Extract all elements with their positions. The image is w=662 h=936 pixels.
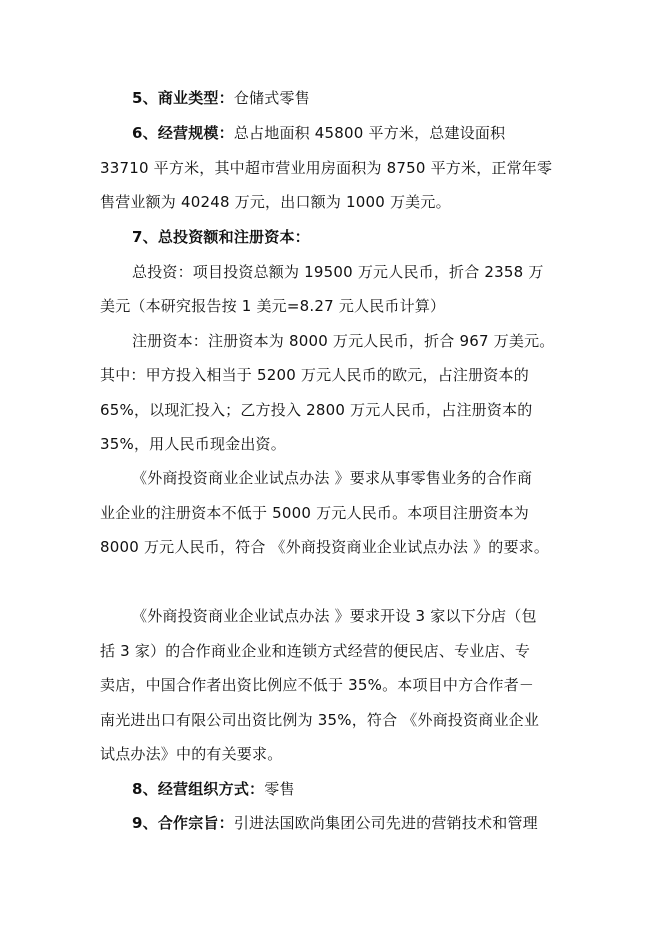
regulation-para-2-line-3: 卖店，中国合作者出资比例应不低于 35%。本项目中方合作者－ (100, 676, 535, 694)
regulation-para-1-line-2: 业企业的注册资本不低于 5000 万元人民币。本项目注册资本为 (100, 504, 529, 522)
regulation-para-1-line-1: 《外商投资商业企业试点办法 》要求从事零售业务的合作商 (132, 469, 533, 487)
item-5-value: 仓储式零售 (233, 89, 310, 107)
item-6-text-1: 总占地面积 45800 平方米，总建设面积 (233, 124, 506, 142)
item-8 (132, 779, 295, 799)
item-5 (132, 88, 310, 108)
regulation-para-2-line-2: 括 3 家）的合作商业企业和连锁方式经营的便民店、专业店、专 (100, 642, 531, 660)
item-8-value: 零售 (264, 780, 295, 798)
total-investment-line-1: 总投资：项目投资总额为 19500 万元人民币，折合 2358 万 (132, 263, 544, 281)
item-6-label: 6、经营规模： (132, 124, 234, 142)
registered-capital-line-4: 35%，用人民币现金出资。 (100, 435, 286, 453)
item-7-label: 7、总投资额和注册资本： (132, 228, 310, 246)
total-investment-line-2: 美元（本研究报告按 1 美元=8.27 元人民币计算） (100, 297, 446, 315)
item-6-line-3: 售营业额为 40248 万元，出口额为 1000 万美元。 (100, 193, 451, 211)
item-8-label: 8、经营组织方式： (132, 780, 265, 798)
regulation-para-1-line-3: 8000 万元人民币，符合 《外商投资商业企业试点办法 》的要求。 (100, 538, 550, 556)
regulation-para-2-line-5: 试点办法》中的有关要求。 (100, 745, 283, 763)
item-9-label: 9、合作宗旨： (132, 814, 234, 832)
item-6-line-1 (132, 123, 505, 143)
item-9 (132, 813, 538, 833)
item-6-line-2: 33710 平方米，其中超市营业用房面积为 8750 平方米，正常年零 (100, 159, 553, 177)
regulation-para-2-line-4: 南光进出口有限公司出资比例为 35%，符合 《外商投资商业企业 (100, 711, 540, 729)
item-9-value: 引进法国欧尚集团公司先进的营销技术和管理 (233, 814, 538, 832)
registered-capital-line-1: 注册资本：注册资本为 8000 万元人民币，折合 967 万美元。 (132, 332, 555, 350)
registered-capital-line-3: 65%，以现汇投入；乙方投入 2800 万元人民币，占注册资本的 (100, 401, 533, 419)
item-5-label: 5、商业类型： (132, 89, 234, 107)
regulation-para-2-line-1: 《外商投资商业企业试点办法 》要求开设 3 家以下分店（包 (132, 607, 537, 625)
registered-capital-line-2: 其中：甲方投入相当于 5200 万元人民币的欧元，占注册资本的 (100, 366, 529, 384)
